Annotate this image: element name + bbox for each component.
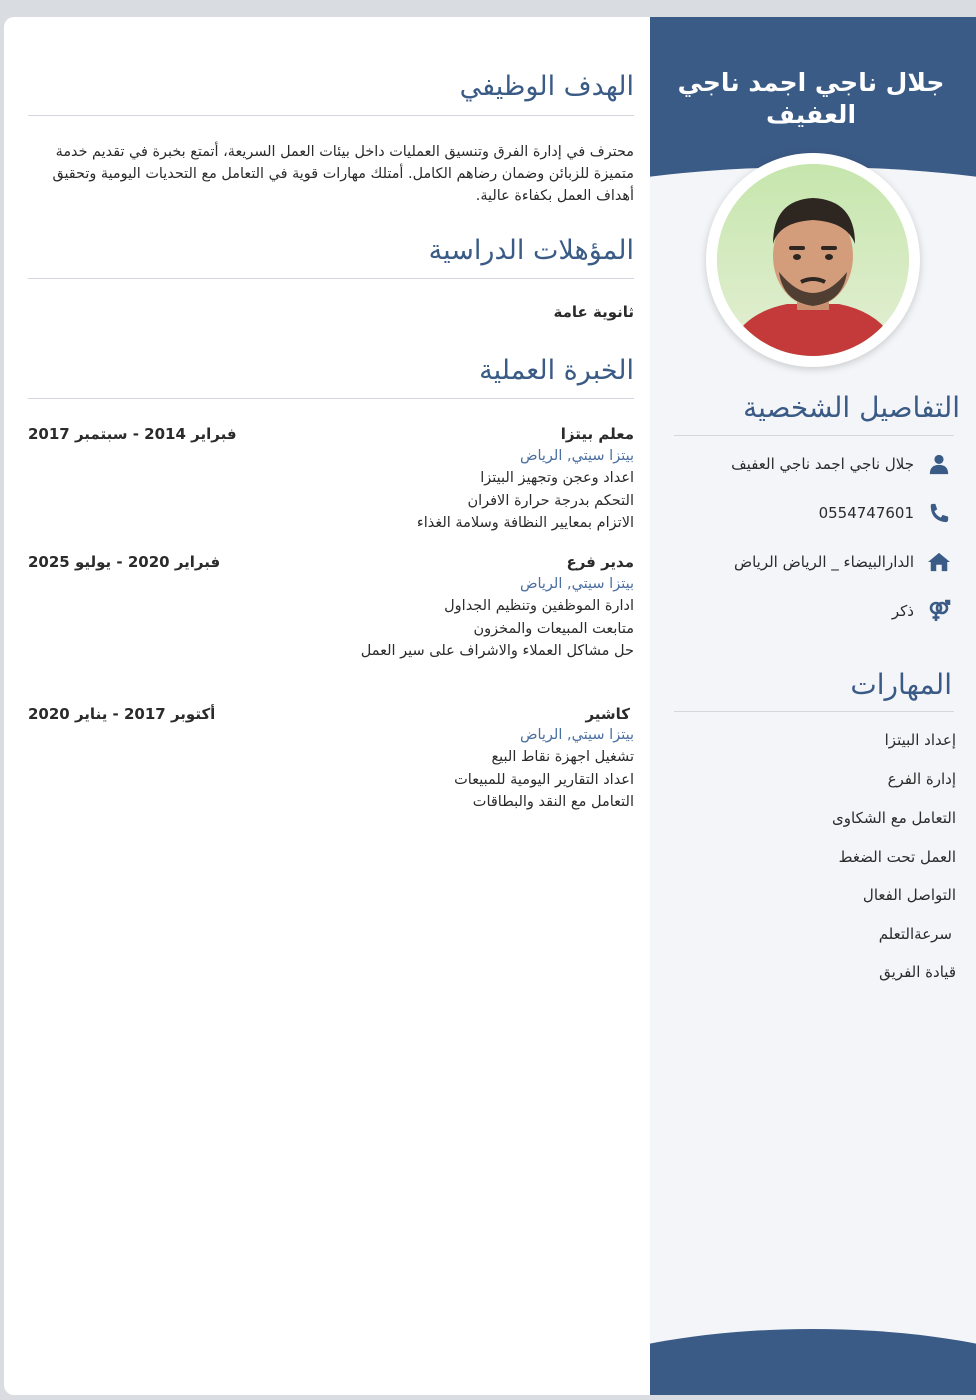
job-duty: متابعت المبيعات والمخزون [473,621,634,637]
profile-photo-illustration [717,164,909,356]
detail-name [662,449,952,479]
experience-heading: الخبرة العملية [479,355,634,386]
job-title: معلم بيتزا [560,425,634,443]
skills-heading: المهارات [850,668,952,701]
skill-item: سرعةالتعلم [878,925,952,943]
job-duty: ادارة الموظفين وتنظيم الجداول [444,598,634,614]
user-icon [926,451,952,477]
main-content [4,17,650,1395]
resume-page [4,17,976,1395]
education-heading: المؤهلات الدراسية [428,235,634,266]
detail-name-text: جلال ناجي اجمد ناجي العفيف [731,455,914,473]
phone-icon [926,500,952,526]
skill-item: إدارة الفرع [887,770,956,788]
profile-photo-frame [706,153,920,367]
education-item: ثانوية عامة [553,303,634,321]
job-duty: اعداد وعجن وتجهيز البيتزا [480,470,634,486]
skill-item: قيادة الفريق [879,963,956,981]
objective-text: محترف في إدارة الفرق وتنسيق العمليات داخل بيئات العمل السريعة، أتمتع بخبرة في تقديم خدمة متميزة للزبائن وضمان رضاهم الكامل. أمتلك مهارات قوية في التعامل مع التحديات اليومية وتحقيق أهداف العمل بكفاءة عالية. [52,144,634,204]
sidebar-footer-curve [650,1329,976,1395]
job-company: بيتزا سيتي, الرياض [519,727,634,743]
job-company: بيتزا سيتي, الرياض [519,576,634,592]
job-duty: اعداد التقارير اليومية للمبيعات [454,772,634,788]
skill-item: التعامل مع الشكاوى [832,809,956,827]
job-dates: فبراير 2014 - سبتمبر 2017 [28,425,237,443]
job-duty: التحكم بدرجة حرارة الافران [467,493,634,509]
job-company: بيتزا سيتي, الرياض [519,448,634,464]
sidebar [650,17,976,1395]
job-dates: فبراير 2020 - يوليو 2025 [28,553,221,571]
objective-divider [28,115,634,116]
detail-address-text: الدارالبيضاء _ الرياض الرياض [733,553,914,571]
home-icon [926,549,952,575]
skills-divider [674,711,954,712]
job-duty: التعامل مع النقد والبطاقات [472,794,634,810]
skill-item: إعداد البيتزا [884,731,956,749]
personal-details-divider [674,435,954,436]
job-duty: تشغيل اجهزة نقاط البيع [491,749,634,765]
skill-item: التواصل الفعال [862,886,956,904]
candidate-name: جلال ناجي اجمد ناجي العفيف [677,68,945,129]
job-title: كاشير [585,705,630,723]
education-divider [28,278,634,279]
detail-phone [662,498,952,528]
detail-phone-text: 0554747601 [818,504,914,522]
job-duty: حل مشاكل العملاء والاشراف على سير العمل [360,643,634,659]
experience-divider [28,398,634,399]
skill-item: العمل تحت الضغط [838,848,956,866]
personal-details-heading: التفاصيل الشخصية [743,391,960,424]
job-dates: أكتوبر 2017 - يناير 2020 [28,705,216,723]
detail-gender-text: ذكر [891,602,914,620]
detail-gender [662,596,952,626]
job-duty: الاتزام بمعايير النظافة وسلامة الغذاء [416,515,634,531]
job-title: مدير فرع [566,553,634,571]
detail-address [662,547,952,577]
profile-photo [717,164,909,356]
gender-icon [926,598,952,624]
objective-heading: الهدف الوظيفي [459,71,634,102]
